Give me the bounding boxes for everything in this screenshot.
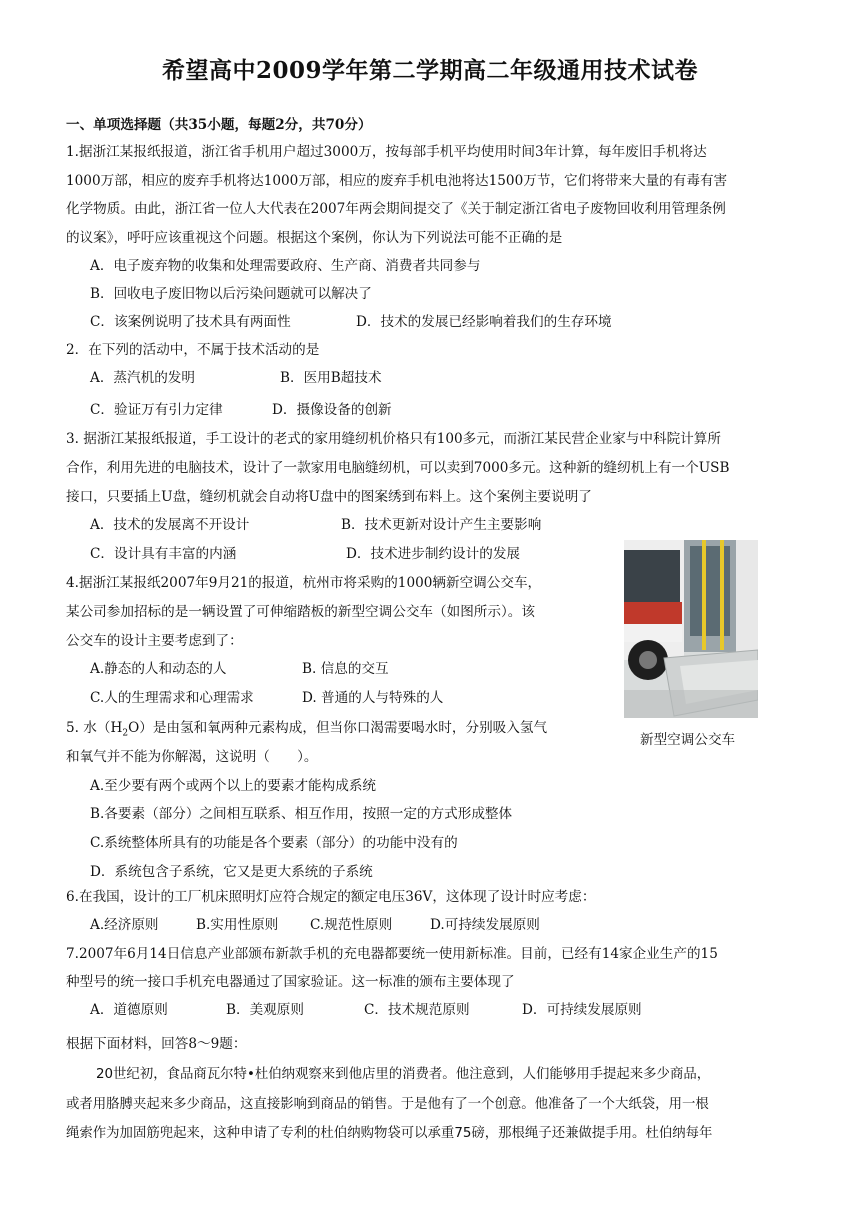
q5-line: 和氧气并不能为你解渴，这说明（ ）。 (66, 749, 318, 765)
q6-option-d: D.可持续发展原则 (430, 917, 540, 933)
q1-option-c: C．该案例说明了技术具有两面性 (90, 314, 291, 330)
q2-stem: 2．在下列的活动中，不属于技术活动的是 (66, 342, 320, 358)
q6-option-b: B.实用性原则 (196, 917, 279, 933)
q1-option-d: D．技术的发展已经影响着我们的生存环境 (356, 314, 612, 330)
material-line: 20世纪初，食品商瓦尔特•杜伯纳观察来到他店里的消费者。他注意到，人们能够用手提起来多少商品， (96, 1067, 711, 1082)
q1-line: 化学物质。由此，浙江省一位人大代表在2007年两会期间提交了《关于制定浙江省电子废物回收利用管理条例 (66, 201, 726, 217)
q5-line (66, 719, 547, 743)
q1-line: 1.据浙江某报纸报道，浙江省手机用户超过3000万，按每部手机平均使用时间3年计算，每年废旧手机将达 (66, 144, 707, 160)
material-line: 或者用胳膊夹起来多少商品，这直接影响到商品的销售。于是他有了一个创意。他准备了一个大纸袋，用一根 (66, 1097, 709, 1112)
q4-option-b: B. 信息的交互 (302, 661, 389, 677)
q3-option-d: D．技术进步制约设计的发展 (346, 546, 521, 562)
exam-title: 希望高中2009学年第二学期高二年级通用技术试卷 (161, 57, 698, 84)
q4-line: 某公司参加招标的是一辆设置了可伸缩踏板的新型空调公交车（如图所示）。该 (66, 604, 535, 620)
q3-line: 接口，只要插上U盘，缝纫机就会自动将U盘中的图案绣到布料上。这个案例主要说明了 (66, 489, 592, 505)
q2-option-c: C．验证万有引力定律 (90, 402, 223, 418)
q5-option-d: D．系统包含子系统，它又是更大系统的子系统 (90, 864, 373, 880)
q6-option-c: C.规范性原则 (310, 917, 393, 933)
figure-caption: 新型空调公交车 (640, 732, 736, 748)
q7-option-d: D．可持续发展原则 (522, 1002, 642, 1018)
q5-option-b: B.各要素（部分）之间相互联系、相互作用，按照一定的方式形成整体 (90, 806, 513, 822)
material-intro: 根据下面材料，回答8～9题： (66, 1036, 247, 1052)
q6-stem: 6.在我国，设计的工厂机床照明灯应符合规定的额定电压36V，这体现了设计时应考虑： (66, 889, 596, 905)
q5-option-c: C.系统整体所具有的功能是各个要素（部分）的功能中没有的 (90, 835, 458, 851)
q5-subscript: 2 (122, 728, 129, 739)
q5-text: 5. 水（H (66, 720, 123, 736)
q4-option-d: D. 普通的人与特殊的人 (302, 690, 444, 706)
q2-option-b: B．医用B超技术 (280, 370, 382, 386)
q7-option-b: B．美观原则 (226, 1002, 304, 1018)
q4-option-c: C.人的生理需求和心理需求 (90, 690, 254, 706)
q4-line: 4.据浙江某报纸2007年9月21的报道，杭州市将采购的1000辆新空调公交车， (66, 575, 542, 591)
q5-text: O）是由氢和氧两种元素构成，但当你口渴需要喝水时，分别吸入氢气 (128, 720, 548, 736)
q3-option-b: B．技术更新对设计产生主要影响 (341, 517, 542, 533)
q3-line: 3. 据浙江某报纸报道，手工设计的老式的家用缝纫机价格只有100多元，而浙江某民营企业家与中科院计算所 (66, 431, 721, 447)
q1-line: 1000万部，相应的废弃手机将达1000万部，相应的废弃手机电池将达1500万节，它们将带来大量的有毒有害 (66, 173, 728, 189)
q7-option-c: C．技术规范原则 (364, 1002, 470, 1018)
q7-line: 7.2007年6月14日信息产业部颁布新款手机的充电器都要统一使用新标准。目前，已经有14家企业生产的15 (66, 946, 718, 962)
q4-line: 公交车的设计主要考虑到了： (66, 633, 243, 649)
q1-option-b: B．回收电子废旧物以后污染问题就可以解决了 (90, 286, 372, 302)
q2-option-a: A．蒸汽机的发明 (90, 370, 195, 386)
q7-option-a: A．道德原则 (90, 1002, 168, 1018)
q7-line: 种型号的统一接口手机充电器通过了国家验证。这一标准的颁布主要体现了 (66, 974, 515, 990)
q1-line: 的议案》，呼吁应该重视这个问题。根据这个案例，你认为下列说法可能不正确的是 (66, 230, 563, 246)
q2-option-d: D．摄像设备的创新 (272, 402, 392, 418)
q3-line: 合作，利用先进的电脑技术，设计了一款家用电脑缝纫机，可以卖到7000多元。这种新的缝纫机上有一个USB (66, 460, 730, 476)
section-heading: 一、单项选择题（共35小题，每题2分，共70分） (66, 117, 372, 133)
q6-option-a: A.经济原则 (90, 917, 159, 933)
q3-option-c: C．设计具有丰富的内涵 (90, 546, 237, 562)
q3-option-a: A．技术的发展离不开设计 (90, 517, 250, 533)
material-line: 绳索作为加固筋兜起来，这种申请了专利的杜伯纳购物袋可以承重75磅，那根绳子还兼做提手用。杜伯纳每年 (66, 1126, 713, 1141)
q5-option-a: A.至少要有两个或两个以上的要素才能构成系统 (90, 778, 377, 794)
q1-option-a: A．电子废弃物的收集和处理需要政府、生产商、消费者共同参与 (90, 258, 481, 274)
bus-photo-icon (624, 540, 758, 718)
q4-option-a: A.静态的人和动态的人 (90, 661, 227, 677)
